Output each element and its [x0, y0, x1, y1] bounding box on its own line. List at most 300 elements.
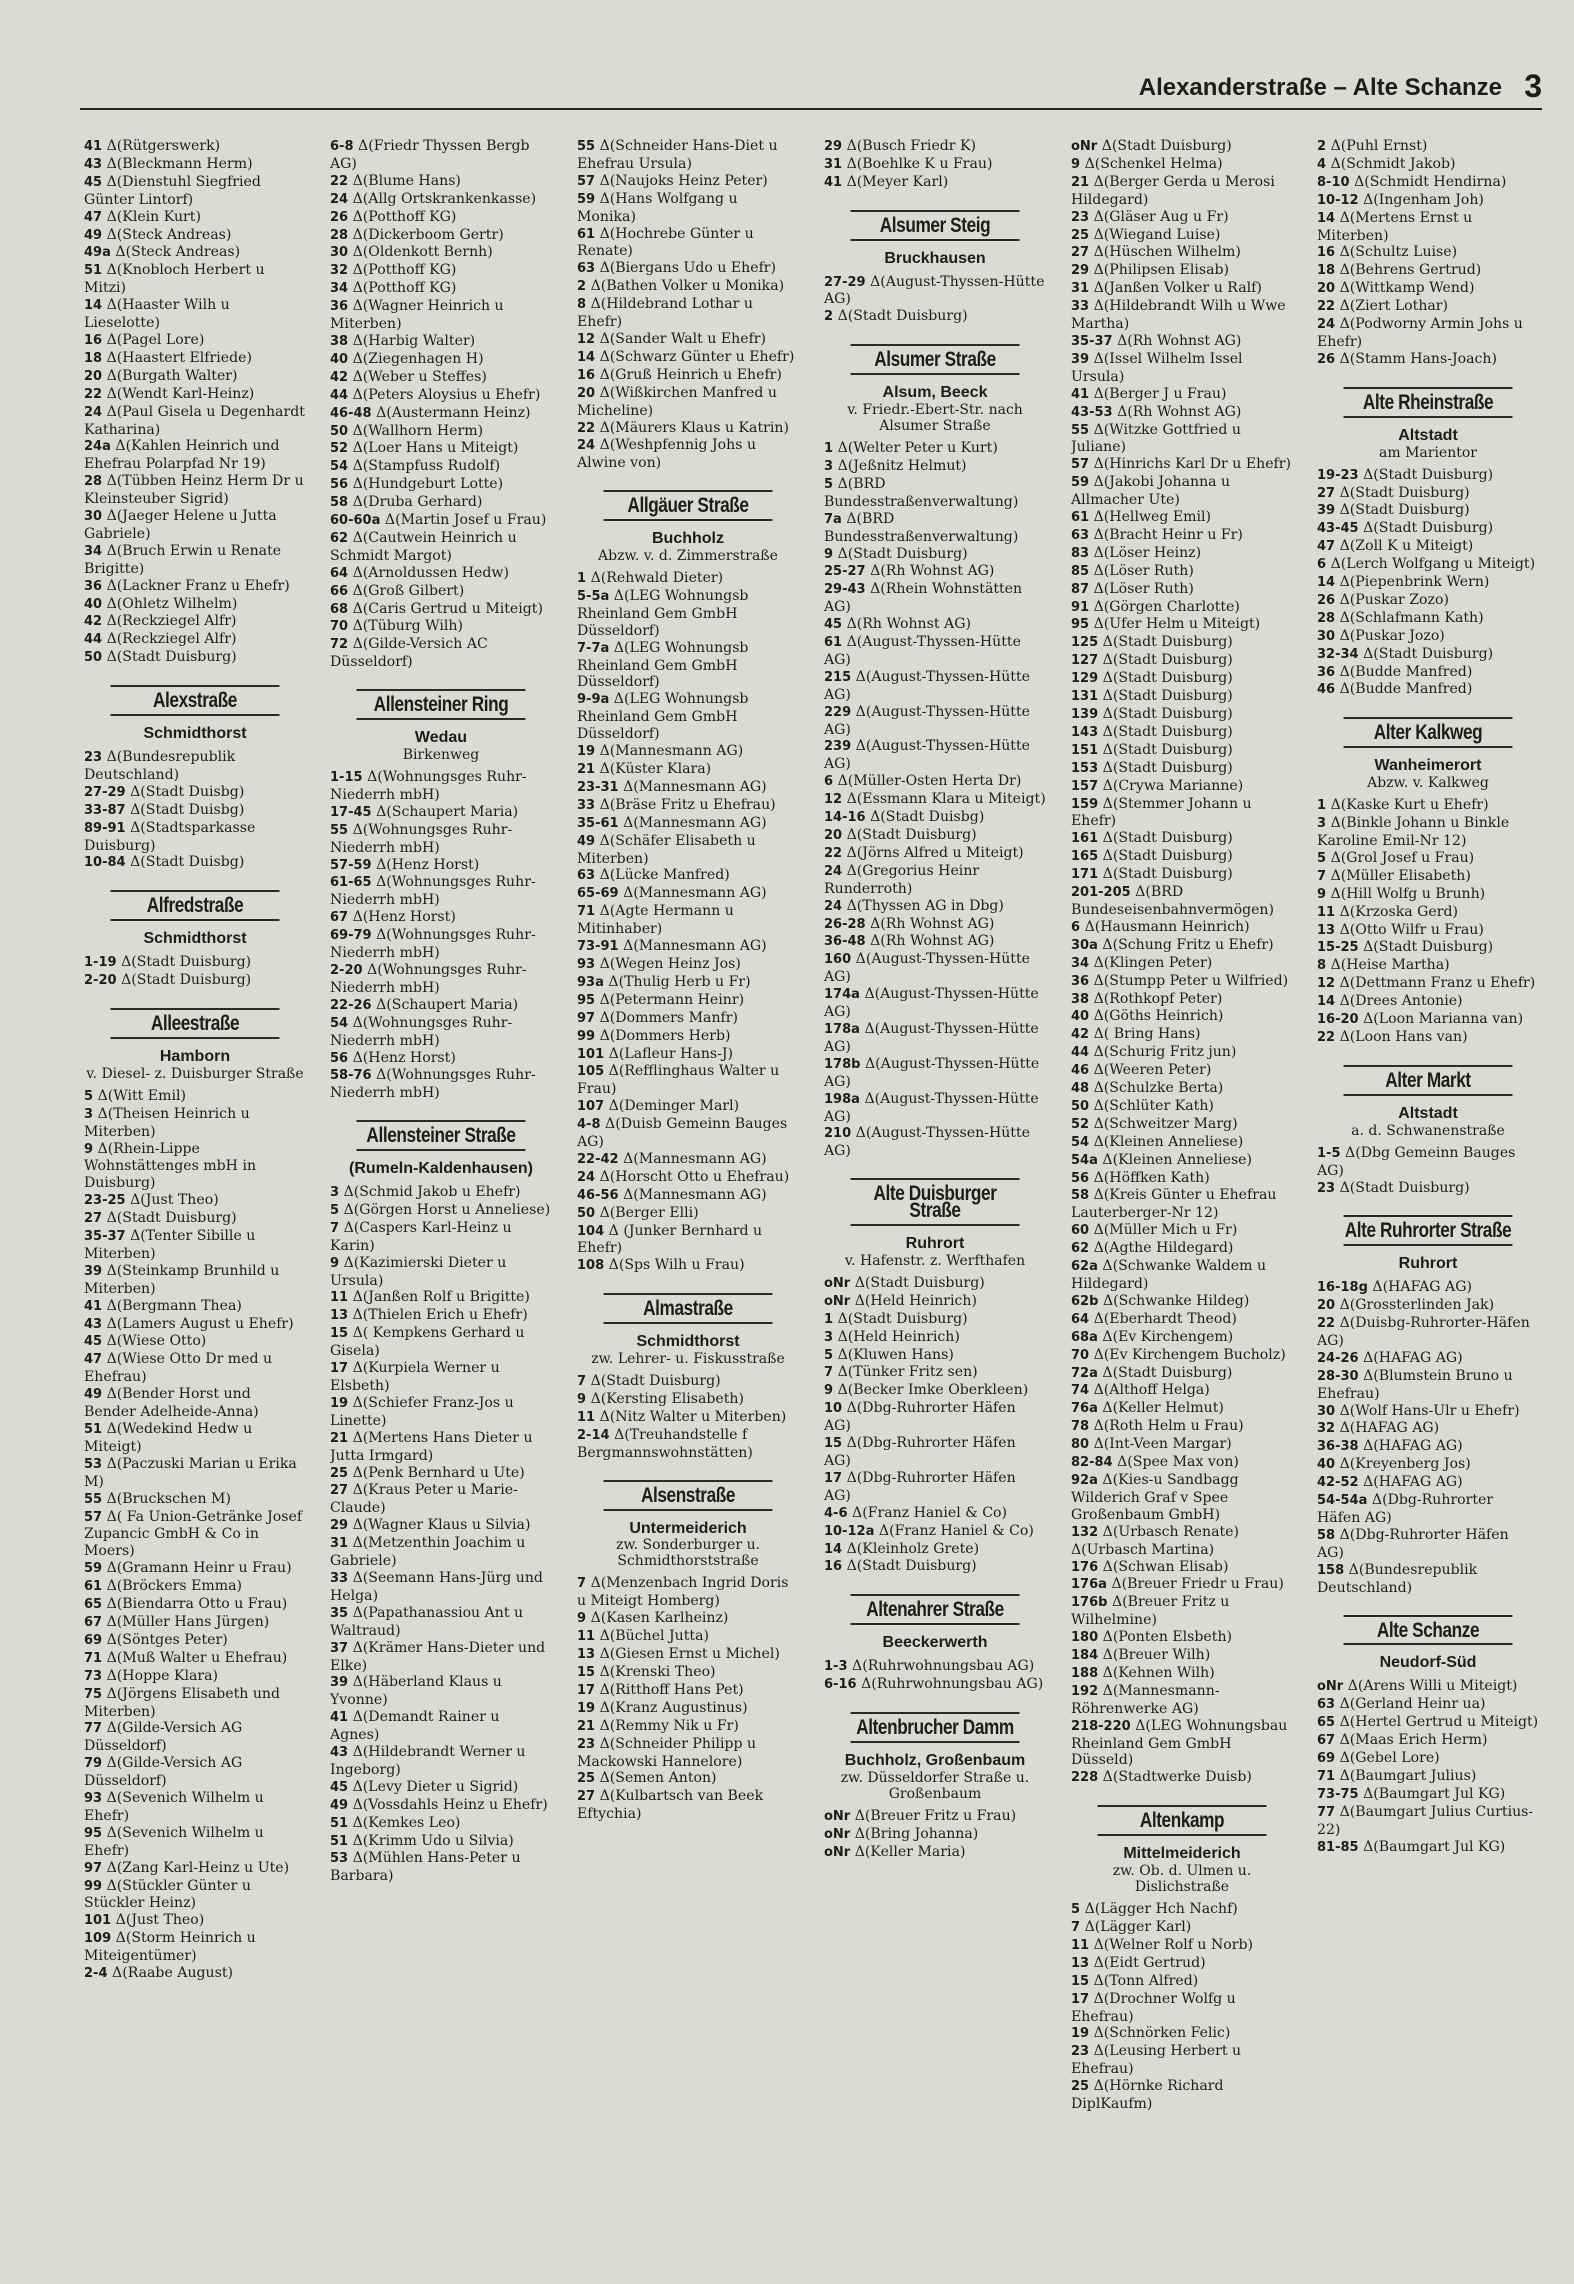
house-number: 35	[330, 1605, 353, 1621]
owner-text: Δ(Sander Walt u Ehefr)	[599, 330, 767, 347]
owner-text: Δ(Baumgart Jul KG)	[1363, 1785, 1506, 1802]
address-entry	[1071, 866, 1293, 884]
house-number: 25	[1071, 2079, 1094, 2095]
address-entry	[1071, 2025, 1293, 2043]
house-number: 14	[84, 298, 107, 314]
owner-text: Δ(Puskar Jozo)	[1339, 627, 1445, 644]
address-entry	[84, 1878, 306, 1913]
address-entry	[1317, 868, 1539, 886]
owner-text: Δ(Ziert Lothar)	[1339, 298, 1449, 315]
owner-text: Δ(Potthoff KG)	[352, 262, 457, 279]
house-number: 201-205	[1071, 885, 1136, 901]
owner-text: Δ(Welner Rolf u Norb)	[1093, 1936, 1254, 1953]
house-number: 9-9a	[577, 692, 614, 708]
address-entry	[1071, 1436, 1293, 1454]
address-entry	[330, 494, 552, 512]
street-name: Alte Schanze	[1344, 1615, 1513, 1646]
house-number: 71	[1317, 1768, 1340, 1784]
house-number: 139	[1071, 707, 1103, 722]
owner-text: Δ(Stadt Duisburg)	[1339, 502, 1470, 519]
address-entry	[84, 1228, 306, 1263]
address-entry	[1071, 1222, 1293, 1240]
address-entry	[577, 640, 799, 692]
address-entry	[1071, 1365, 1293, 1383]
owner-text: Δ(Wohnungsges Ruhr-Niederrh mbH)	[330, 874, 536, 909]
address-entry	[84, 1333, 306, 1351]
street-district: Buchholz	[652, 530, 724, 548]
owner-text: Δ(August-Thyssen-Hütte AG)	[824, 1090, 1039, 1125]
owner-text: Δ(Söntges Peter)	[106, 1631, 228, 1648]
address-entry	[330, 191, 552, 209]
owner-text: Δ(Rh Wohnst AG)	[870, 933, 995, 950]
owner-text: Δ(Vossdahls Heinz u Ehefr)	[352, 1796, 548, 1813]
address-entry	[577, 1718, 799, 1736]
address-entry	[1071, 1311, 1293, 1329]
house-number: 41	[1071, 386, 1094, 402]
address-entry	[84, 1263, 306, 1298]
house-number: 5	[824, 476, 838, 492]
address-entry	[330, 387, 552, 405]
owner-text: Δ(Refflinghaus Walter u Frau)	[577, 1063, 780, 1098]
street-note: Abzw. v. Kalkweg	[1367, 775, 1489, 792]
owner-text: Δ(Wohnungsges Ruhr-Niederrh mbH)	[330, 927, 536, 962]
address-entry	[577, 885, 799, 903]
owner-text: Δ(August-Thyssen-Hütte AG)	[824, 273, 1045, 308]
address-entry	[84, 1298, 306, 1316]
owner-text: Δ(Schwan Elisab)	[1102, 1558, 1229, 1575]
house-number: 63	[1071, 527, 1094, 543]
address-entry	[84, 1491, 306, 1509]
house-number: 30	[330, 245, 353, 261]
house-number: 47	[1317, 539, 1340, 555]
address-entry	[824, 634, 1046, 669]
street-district: (Rumeln-Kaldenhausen)	[348, 1160, 533, 1178]
street-district: Schmidthorst	[143, 725, 247, 743]
house-number: 37	[330, 1640, 353, 1656]
house-number: 25	[330, 1465, 353, 1481]
address-entry	[1071, 474, 1293, 509]
address-entry	[824, 1541, 1046, 1559]
owner-text: Δ(Muß Walter u Ehefrau)	[106, 1649, 288, 1666]
house-number: 72a	[1071, 1365, 1103, 1381]
house-number: 15	[577, 1664, 600, 1680]
house-number: 82-84	[1071, 1455, 1118, 1471]
house-number: 105	[577, 1064, 609, 1080]
address-entry	[1071, 1347, 1293, 1365]
address-entry	[1071, 1026, 1293, 1044]
address-entry	[330, 1605, 552, 1640]
address-entry	[824, 546, 1046, 564]
owner-text: Δ(Sps Wilh u Frau)	[608, 1257, 745, 1274]
owner-text: Δ(Althoff Helga)	[1093, 1382, 1210, 1399]
street-heading	[1071, 1805, 1293, 1895]
house-number: 16	[84, 332, 107, 348]
address-entry	[84, 1578, 306, 1596]
address-entry	[84, 784, 306, 802]
house-number: 64	[330, 565, 353, 581]
owner-text: Δ(Krämer Hans-Dieter und Elke)	[330, 1639, 546, 1674]
address-entry	[1071, 1382, 1293, 1400]
owner-text: Δ(Görgen Charlotte)	[1093, 598, 1240, 615]
address-entry	[330, 601, 552, 619]
address-entry	[1071, 404, 1293, 422]
house-number: 54-54a	[1317, 1493, 1372, 1509]
owner-text: Δ(Deminger Marl)	[608, 1098, 740, 1115]
house-number: 239	[824, 739, 856, 755]
street-heading	[84, 1008, 306, 1082]
owner-text: Δ(Blume Hans)	[352, 172, 461, 189]
owner-text: Δ(Jakobi Johanna u Allmacher Ute)	[1071, 474, 1231, 509]
house-number: 47	[84, 1352, 107, 1368]
house-number: 31	[824, 156, 847, 172]
owner-text: Δ(Rh Wohnst AG)	[870, 563, 995, 580]
house-number: 44	[84, 632, 107, 648]
house-number: 42	[1071, 1027, 1094, 1043]
house-number: 70	[1071, 1347, 1094, 1363]
house-number: 55	[577, 139, 600, 154]
house-number: 44	[330, 387, 353, 403]
street-name: Alfredstraße	[111, 890, 280, 921]
address-entry	[330, 804, 552, 822]
owner-text: Δ(Ruhrwohnungsbau AG)	[861, 1676, 1044, 1693]
owner-text: Δ(Bleckmann Herm)	[106, 155, 253, 172]
house-number: 29	[824, 139, 847, 154]
address-entry	[824, 898, 1046, 916]
owner-text: Δ(Mannesmann AG)	[623, 814, 767, 831]
street-heading	[1317, 387, 1539, 461]
address-entry	[1071, 1937, 1293, 1955]
owner-text: Δ(Stückler Günter u Stückler Heinz)	[84, 1877, 251, 1912]
owner-text: Δ(Jörns Alfred u Miteigt)	[846, 844, 1024, 861]
owner-text: Δ(Stadt Duisburg)	[837, 308, 968, 325]
house-number: 12	[824, 792, 847, 808]
address-entry	[824, 1293, 1046, 1311]
house-number: 19	[330, 1395, 353, 1411]
address-entry	[84, 631, 306, 649]
house-number: 33-87	[84, 802, 131, 818]
address-entry	[1317, 1714, 1539, 1732]
owner-text: Δ( Kempkens Gerhard u Gisela)	[330, 1325, 525, 1360]
house-number: 73-91	[577, 939, 624, 955]
owner-text: Δ(Höffken Kath)	[1093, 1169, 1210, 1186]
house-number: 192	[1071, 1683, 1103, 1699]
owner-text: Δ(Stadt Duisburg)	[1102, 670, 1233, 687]
house-number: 16-18g	[1317, 1280, 1373, 1296]
address-entry	[84, 386, 306, 404]
house-number: 43	[84, 156, 107, 172]
address-entry	[1317, 1492, 1539, 1527]
house-number: 125	[1071, 635, 1103, 651]
address-entry	[1317, 1786, 1539, 1804]
owner-text: Δ(August-Thyssen-Hütte AG)	[824, 634, 1021, 668]
address-entry	[577, 867, 799, 885]
house-number: 9	[824, 546, 838, 562]
address-entry	[824, 581, 1046, 616]
house-number: 30	[84, 509, 107, 525]
owner-text: Δ(Kluwen Hans)	[837, 1346, 954, 1363]
address-entry	[330, 1797, 552, 1815]
address-entry	[577, 1205, 799, 1223]
house-number: 1-15	[330, 770, 368, 785]
house-number: 77	[84, 1721, 107, 1737]
owner-text: Δ(Cautwein Heinrich u Schmidt Margot)	[330, 529, 517, 564]
address-entry	[84, 438, 306, 473]
owner-text: Δ(Mühlen Hans-Peter u Barbara)	[330, 1850, 521, 1885]
address-entry	[1071, 174, 1293, 209]
house-number: 28-30	[1317, 1368, 1364, 1384]
owner-text: Δ(BRD Bundesstraßenverwaltung)	[824, 510, 1019, 545]
address-entry	[330, 1709, 552, 1744]
house-number: 11	[330, 1290, 353, 1306]
owner-text: Δ(Lerch Wolfgang u Miteigt)	[1330, 556, 1536, 573]
house-number: 46-56	[577, 1187, 624, 1203]
address-entry	[330, 244, 552, 262]
owner-text: Δ(Berger Elli)	[599, 1204, 699, 1221]
house-number: 45	[84, 174, 107, 190]
owner-text: Δ(Franz Haniel & Co)	[878, 1522, 1034, 1539]
owner-text: Δ(Pagel Lore)	[106, 331, 205, 348]
house-number: 60-60a	[330, 513, 385, 529]
house-number: 27	[1071, 245, 1094, 261]
address-entry	[577, 349, 799, 367]
owner-text: Δ(Duisbg-Ruhrorter-Häfen AG)	[1317, 1315, 1530, 1349]
owner-text: Δ(Busch Friedr K)	[846, 138, 977, 154]
owner-text: Δ(Kersting Elisabeth)	[590, 1391, 745, 1407]
address-entry	[84, 854, 306, 872]
address-entry	[1317, 1527, 1539, 1562]
owner-text: Δ(Hertel Gertrud u Miteigt)	[1339, 1714, 1539, 1731]
owner-text: Δ(Stadt Duisbg)	[870, 809, 985, 826]
address-entry	[84, 138, 306, 156]
address-entry	[1071, 688, 1293, 706]
owner-text: Δ(Lafleur Hans-J)	[608, 1045, 734, 1062]
house-number: 10	[824, 1401, 847, 1417]
house-number: 78	[1071, 1419, 1094, 1435]
house-number: 57-59	[330, 857, 377, 873]
column-3	[577, 138, 799, 2278]
address-entry	[824, 1676, 1046, 1694]
address-entry	[330, 1815, 552, 1833]
owner-text: Δ(Boehlke K u Frau)	[846, 155, 993, 172]
address-entry	[1071, 1258, 1293, 1293]
house-number: 20	[577, 385, 600, 401]
street-district: Ruhrort	[905, 1235, 965, 1253]
street-heading	[824, 1594, 1046, 1652]
owner-text: Δ(Puskar Zozo)	[1339, 591, 1449, 608]
address-entry	[1071, 422, 1293, 457]
street-district: Alsum, Beeck	[882, 384, 988, 402]
house-number: 210	[824, 1126, 856, 1142]
address-entry	[84, 1790, 306, 1825]
owner-text: Δ(Hoppe Klara)	[106, 1667, 219, 1684]
address-entry	[577, 173, 799, 191]
house-number: 22	[330, 173, 353, 189]
address-entry	[577, 1257, 799, 1275]
address-entry	[1071, 1683, 1293, 1718]
address-entry	[1317, 1562, 1539, 1597]
address-entry	[84, 1596, 306, 1614]
address-entry	[1317, 1839, 1539, 1857]
address-entry	[1071, 599, 1293, 617]
address-entry	[824, 1658, 1046, 1676]
address-entry	[824, 274, 1046, 309]
address-entry	[1071, 830, 1293, 848]
house-number: 30a	[1071, 937, 1103, 953]
house-number: 61	[824, 635, 847, 651]
owner-text: Δ(Stampfuss Rudolf)	[352, 458, 501, 475]
house-number: 71	[577, 904, 600, 920]
owner-text: Δ(Stadt Duisburg)	[1363, 939, 1494, 956]
house-number: 34	[1071, 955, 1094, 971]
house-number: 178b	[824, 1056, 865, 1072]
address-entry	[824, 1125, 1046, 1160]
address-entry	[330, 1184, 552, 1202]
owner-text: Δ(Krimm Udo u Silvia)	[352, 1832, 514, 1849]
house-number: 56	[330, 477, 353, 493]
address-entry	[824, 308, 1046, 326]
column-6	[1317, 138, 1539, 2278]
house-number: 151	[1071, 742, 1103, 758]
address-entry	[330, 1202, 552, 1220]
owner-text: Δ(Mannesmann AG)	[623, 885, 767, 902]
street-district: Untermeiderich	[629, 1519, 747, 1537]
house-number: 21	[577, 762, 600, 777]
address-entry	[1317, 922, 1539, 940]
owner-text: Δ(Zang Karl-Heinz u Ute)	[106, 1859, 290, 1876]
address-entry	[1071, 2043, 1293, 2078]
address-entry	[577, 260, 799, 278]
address-entry	[1071, 298, 1293, 333]
owner-text: Δ(Kleinholz Grete)	[846, 1540, 980, 1557]
address-entry	[330, 351, 552, 369]
house-number: 9	[1317, 886, 1331, 902]
owner-text: Δ(Breuer Friedr u Frau)	[1111, 1576, 1284, 1593]
owner-text: Δ(Schiefer Franz-Jos u Linette)	[330, 1394, 514, 1429]
owner-text: Δ(August-Thyssen-Hütte AG)	[824, 703, 1030, 738]
house-number: 65	[84, 1597, 107, 1613]
address-entry	[577, 367, 799, 385]
owner-text: Δ(Gruß Heinrich u Ehefr)	[599, 366, 782, 383]
address-entry	[1317, 174, 1539, 192]
address-entry	[1071, 1454, 1293, 1472]
owner-text: Δ(Schweitzer Marg)	[1093, 1115, 1238, 1132]
address-entry	[824, 827, 1046, 845]
house-number: 27	[1317, 485, 1340, 501]
address-entry	[330, 874, 552, 909]
address-entry	[1071, 1098, 1293, 1116]
house-number: 23	[577, 1736, 600, 1752]
house-number: 74	[1071, 1383, 1094, 1399]
owner-text: Δ(Budde Manfred)	[1339, 681, 1473, 698]
column-4	[824, 138, 1046, 2278]
owner-text: Δ(Büchel Jutta)	[599, 1628, 709, 1645]
owner-text: Δ(Burgath Walter)	[106, 367, 238, 384]
house-number: 45	[330, 1779, 353, 1795]
address-entry	[577, 1098, 799, 1116]
owner-text: Δ(Henz Horst)	[352, 909, 456, 926]
street-name: Allensteiner Ring	[357, 689, 526, 720]
owner-text: Δ(Häberland Klaus u Yvonne)	[330, 1674, 502, 1709]
owner-text: Δ(Mertens Hans Dieter u Jutta Irmgard)	[330, 1429, 533, 1464]
address-entry	[84, 596, 306, 614]
address-entry	[1071, 509, 1293, 527]
owner-text: Δ(August-Thyssen-Hütte AG)	[824, 738, 1030, 773]
owner-text: Δ(Kazimierski Dieter u Ursula)	[330, 1254, 507, 1289]
owner-text: Δ(Bundesrepublik Deutschland)	[84, 749, 236, 783]
address-entry	[84, 1825, 306, 1860]
owner-text: Δ(Wißkirchen Manfred u Micheline)	[577, 384, 777, 419]
house-number: 4	[1317, 156, 1331, 172]
house-number: 24	[84, 404, 107, 420]
owner-text: Δ(Becker Imke Oberkleen)	[837, 1382, 1029, 1399]
house-number: 67	[84, 1614, 107, 1630]
address-entry	[330, 423, 552, 441]
address-entry	[1071, 919, 1293, 937]
column-2	[330, 138, 552, 2278]
owner-text: Δ(Stadt Duisburg)	[1102, 830, 1233, 847]
address-entry	[577, 992, 799, 1010]
owner-text: Δ(Rh Wohnst AG)	[846, 616, 971, 633]
address-entry	[1317, 1696, 1539, 1714]
owner-text: Δ(Küster Klara)	[599, 761, 712, 777]
owner-text: Δ(Grol Josef u Frau)	[1330, 849, 1475, 866]
owner-text: Δ(Schmid Jakob u Ehefr)	[343, 1184, 521, 1201]
owner-text: Δ(Nitz Walter u Miterben)	[599, 1408, 787, 1425]
house-number: 71	[84, 1650, 107, 1666]
owner-text: Δ(Kasen Karlheinz)	[590, 1610, 729, 1627]
address-entry	[330, 1482, 552, 1517]
owner-text: Δ(Grossterlinden Jak)	[1339, 1297, 1495, 1314]
owner-text: Δ(August-Thyssen-Hütte AG)	[824, 986, 1039, 1021]
address-entry	[84, 820, 306, 855]
address-entry	[1317, 1456, 1539, 1474]
house-number: 44	[1071, 1045, 1094, 1061]
house-number: 19	[577, 1700, 600, 1716]
house-number: 176b	[1071, 1595, 1112, 1611]
address-entry	[824, 809, 1046, 827]
house-number: 178a	[824, 1021, 865, 1037]
house-number: 43-53	[1071, 404, 1118, 420]
address-entry	[1071, 1559, 1293, 1577]
house-number: 73-75	[1317, 1786, 1364, 1802]
address-entry	[330, 1430, 552, 1465]
address-entry	[1317, 1474, 1539, 1492]
owner-text: Δ(Thielen Erich u Ehefr)	[352, 1307, 528, 1324]
owner-text: Δ(Lücke Manfred)	[599, 867, 730, 884]
address-entry	[84, 227, 306, 245]
owner-text: Δ(Allg Ortskrankenkasse)	[352, 190, 537, 207]
owner-text: Δ(Jaeger Helene u Jutta Gabriele)	[84, 508, 277, 542]
address-entry	[1071, 760, 1293, 778]
house-number: 24	[824, 898, 847, 914]
owner-text: Δ(Heise Martha)	[1330, 957, 1450, 974]
house-number: 68a	[1071, 1329, 1103, 1345]
address-entry	[84, 1351, 306, 1386]
house-number: 11	[1317, 904, 1340, 920]
address-entry	[824, 1382, 1046, 1400]
house-number: 51	[330, 1833, 353, 1849]
address-entry	[1317, 556, 1539, 574]
address-entry	[1317, 262, 1539, 280]
house-number: 92a	[1071, 1472, 1103, 1488]
address-entry	[824, 476, 1046, 511]
house-number: 95	[577, 992, 600, 1008]
house-number: 101	[577, 1046, 609, 1062]
house-number: 22	[577, 420, 600, 436]
house-number: 50	[1071, 1098, 1094, 1114]
house-number: 31	[1071, 281, 1094, 297]
house-number: 50	[330, 423, 353, 439]
